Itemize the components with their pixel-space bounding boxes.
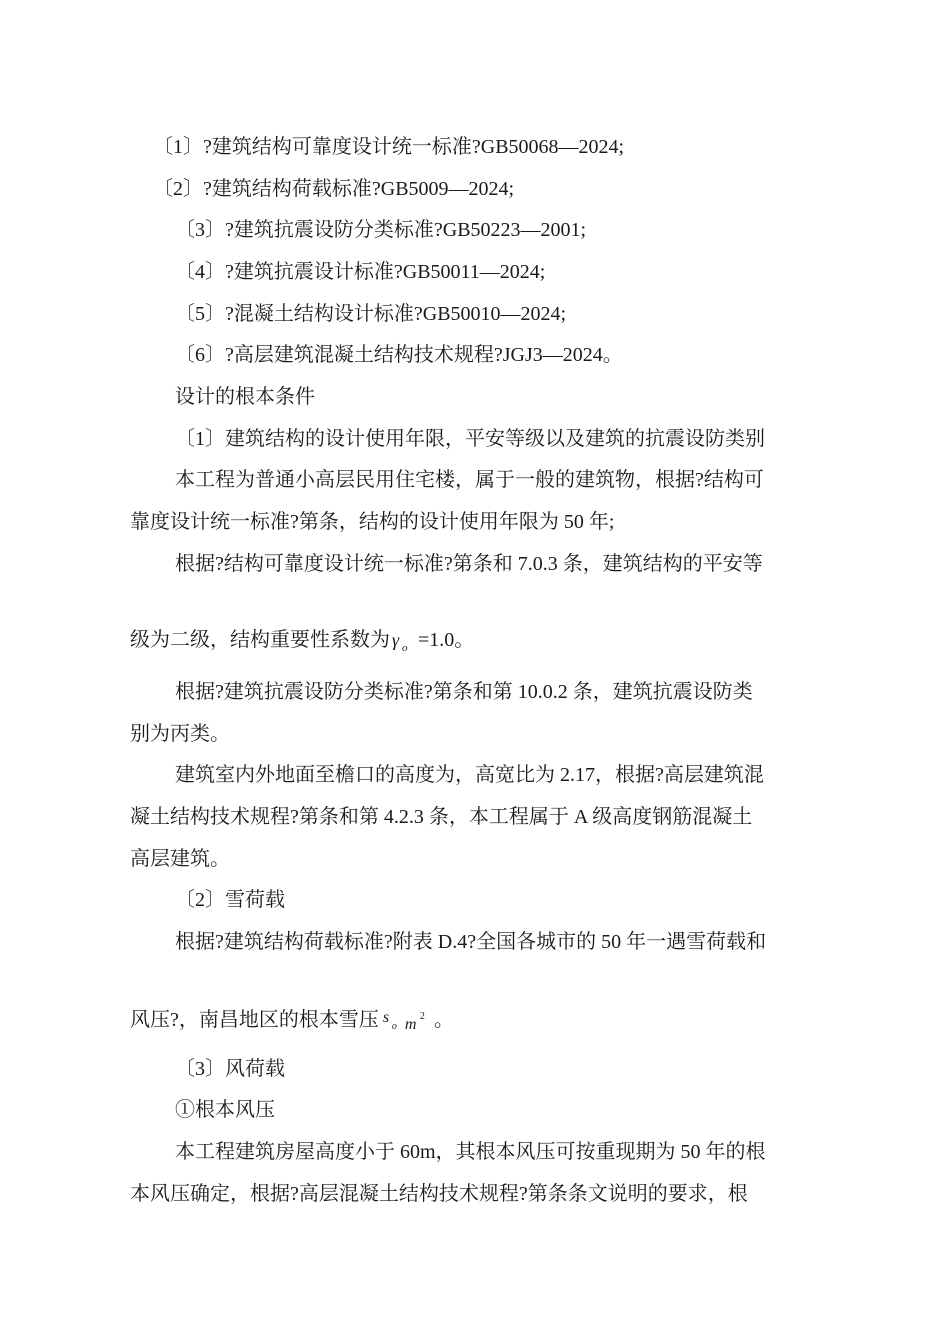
ref-3: 〔3〕?建筑抗震设防分类标准?GB50223—2001; [175, 219, 587, 241]
ref-4: 〔4〕?建筑抗震设计标准?GB50011—2024; [175, 261, 546, 283]
gamma-symbol: γ [392, 630, 400, 650]
snow-heading: 〔2〕雪荷载 [175, 889, 285, 911]
snow-line-2 [130, 1008, 454, 1032]
ref-1: 〔1〕?建筑结构可靠度设计统一标准?GB50068—2024; [153, 136, 625, 158]
wind-subheading: ①根本风压 [175, 1099, 275, 1121]
snow-text-pre: 风压?，南昌地区的根本雪压 [130, 1009, 379, 1031]
paragraph-3-line-2 [130, 628, 474, 652]
snow-m-superscript: 2 [419, 1011, 425, 1022]
paragraph-heading-1: 〔1〕建筑结构的设计使用年限，平安等级以及建筑的抗震设防类别 [175, 428, 765, 450]
ref-6: 〔6〕?高层建筑混凝土结构技术规程?JGJ3—2024。 [175, 344, 623, 366]
gamma-subscript: o [402, 642, 408, 654]
paragraph-4-line-1: 根据?建筑抗震设防分类标准?第条和第 10.0.2 条，建筑抗震设防类 [175, 681, 753, 703]
snow-s-symbol: s [382, 1009, 390, 1026]
ref-2: 〔2〕?建筑结构荷载标准?GB5009—2024; [153, 178, 515, 200]
ref-5: 〔5〕?混凝土结构设计标准?GB50010—2024; [175, 303, 567, 325]
snow-line-1: 根据?建筑结构荷载标准?附表 D.4?全国各城市的 50 年一遇雪荷载和 [175, 931, 767, 953]
paragraph-2-line-2: 靠度设计统一标准?第条，结构的设计使用年限为 50 年; [130, 511, 615, 533]
paragraph-3-text-pre: 级为二级，结构重要性系数为 [130, 629, 390, 651]
snow-m-symbol: m [404, 1016, 417, 1033]
section-title: 设计的根本条件 [175, 386, 315, 408]
paragraph-5-line-1: 建筑室内外地面至檐口的高度为，高宽比为 2.17，根据?高层建筑混 [175, 764, 764, 786]
wind-line-1: 本工程建筑房屋高度小于 60m，其根本风压可按重现期为 50 年的根 [175, 1141, 766, 1163]
paragraph-5-line-3: 高层建筑。 [130, 848, 230, 870]
snow-s-subscript: o [391, 1021, 397, 1032]
wind-heading: 〔3〕风荷载 [175, 1058, 285, 1080]
wind-line-2: 本风压确定，根据?高层混凝土结构技术规程?第条条文说明的要求，根 [130, 1183, 748, 1205]
paragraph-2-line-1: 本工程为普通小高层民用住宅楼，属于一般的建筑物，根据?结构可 [175, 469, 764, 491]
paragraph-3-text-post: =1.0。 [418, 629, 475, 651]
paragraph-3-line-1: 根据?结构可靠度设计统一标准?第条和 7.0.3 条，建筑结构的平安等 [175, 553, 763, 575]
paragraph-4-line-2: 别为丙类。 [130, 723, 230, 745]
snow-text-post: 。 [433, 1009, 454, 1031]
paragraph-5-line-2: 凝土结构技术规程?第条和第 4.2.3 条，本工程属于 A 级高度钢筋混凝土 [130, 806, 753, 828]
